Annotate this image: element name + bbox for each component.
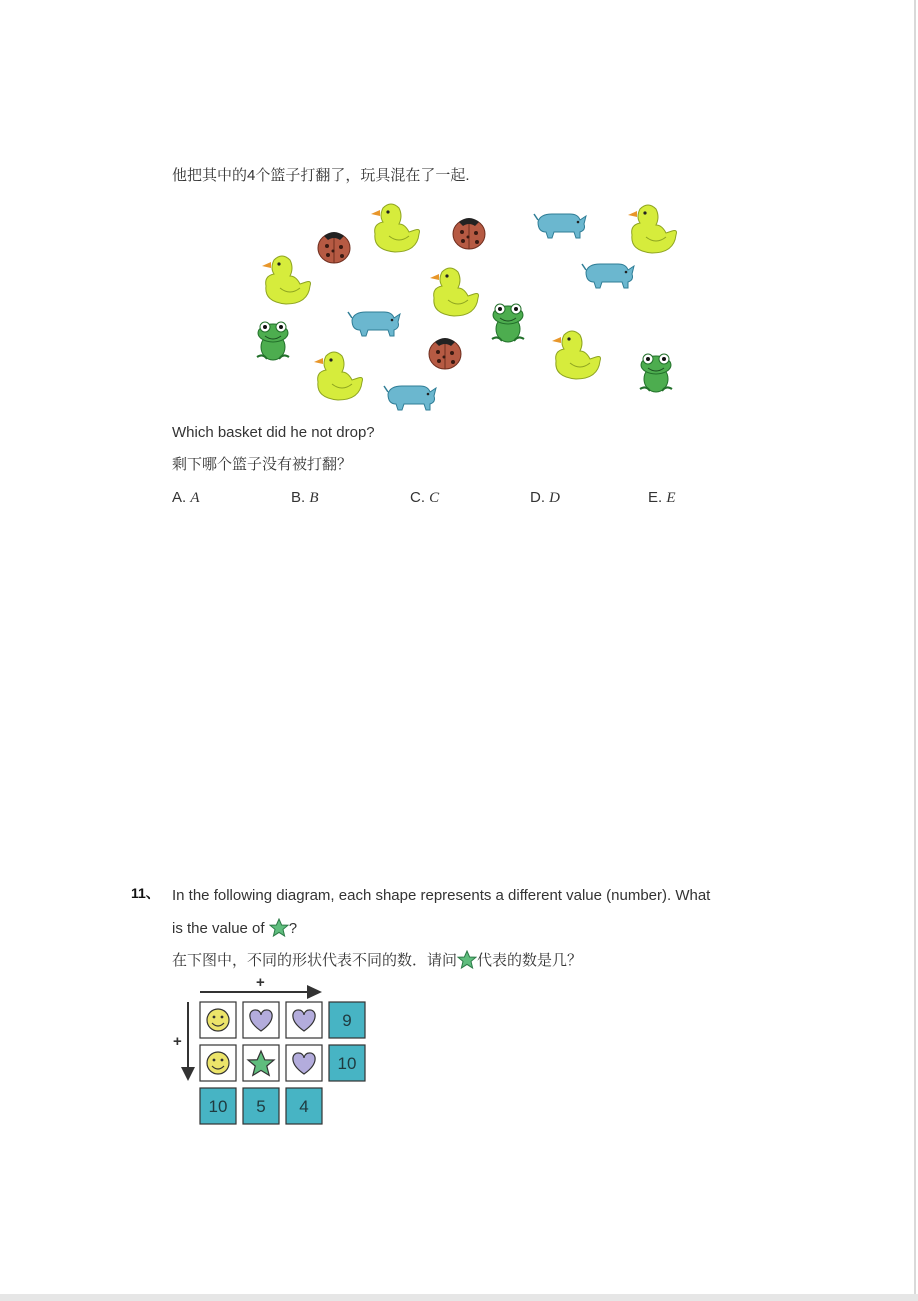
duck-icon: [628, 205, 677, 253]
q10-question-cn: 剩下哪个篮子没有被打翻？: [172, 456, 353, 473]
plus-label-left: +: [173, 1033, 182, 1050]
smiley-icon: [207, 1009, 229, 1031]
option-letter: E: [666, 490, 676, 506]
option-a[interactable]: [172, 488, 200, 508]
arrow-right-icon: [307, 985, 322, 999]
shape-sum-grid: [168, 976, 372, 1128]
option-e[interactable]: [648, 488, 676, 508]
duck-icon: [552, 331, 601, 379]
option-c[interactable]: [410, 488, 439, 508]
q11-line2-end: ?: [288, 920, 298, 937]
option-d[interactable]: [530, 488, 560, 508]
question-number: 11、: [131, 885, 160, 901]
rhino-icon: [348, 312, 400, 336]
ladybug-icon: [453, 218, 485, 249]
option-letter: A: [190, 490, 200, 506]
arrow-down-icon: [181, 1067, 195, 1081]
q10-question-en: Which basket did he not drop?: [172, 424, 375, 441]
q11-line-cn: [172, 950, 582, 971]
q10-intro-cn: 他把其中的4个篮子打翻了，玩具混在了一起.: [172, 167, 470, 184]
page-bottom-bar: [0, 1294, 918, 1301]
rhino-icon: [582, 264, 634, 288]
option-prefix: C.: [410, 489, 425, 506]
option-prefix: E.: [648, 489, 663, 506]
frog-icon: [640, 354, 672, 392]
star-icon: [269, 918, 289, 938]
option-b[interactable]: [291, 488, 319, 508]
mixed-toys-illustration: [250, 200, 690, 415]
option-letter: D: [549, 490, 561, 506]
plus-label-top: +: [256, 976, 265, 991]
duck-icon: [430, 268, 479, 316]
q11-line2-text: is the value of: [172, 920, 265, 937]
row-sum-value: 9: [342, 1011, 352, 1030]
duck-icon: [262, 256, 311, 304]
option-letter: C: [429, 490, 440, 506]
col-sum-value: 5: [256, 1097, 266, 1116]
q11-cn-end: 代表的数是几？: [477, 952, 583, 969]
col-sum-value: 10: [208, 1097, 228, 1116]
row-sum-value: 10: [337, 1054, 357, 1073]
frog-icon: [257, 322, 289, 360]
option-prefix: D.: [530, 489, 545, 506]
ladybug-icon: [429, 338, 461, 369]
rhino-icon: [384, 386, 436, 410]
rhino-icon: [534, 214, 586, 238]
duck-icon: [371, 204, 420, 252]
q11-line2-en: [172, 918, 297, 939]
ladybug-icon: [318, 232, 350, 263]
q11-line1-en: In the following diagram, each shape represents a different value (number). What: [172, 887, 711, 904]
col-sum-value: 4: [299, 1097, 309, 1116]
page-edge: [914, 0, 916, 1301]
q11-cn-text: 在下图中，不同的形状代表不同的数．请问: [172, 952, 458, 969]
option-prefix: A.: [172, 489, 187, 506]
option-prefix: B.: [291, 489, 306, 506]
duck-icon: [314, 352, 363, 400]
smiley-icon: [207, 1052, 229, 1074]
frog-icon: [492, 304, 524, 342]
option-letter: B: [309, 490, 319, 506]
star-icon: [457, 950, 477, 970]
